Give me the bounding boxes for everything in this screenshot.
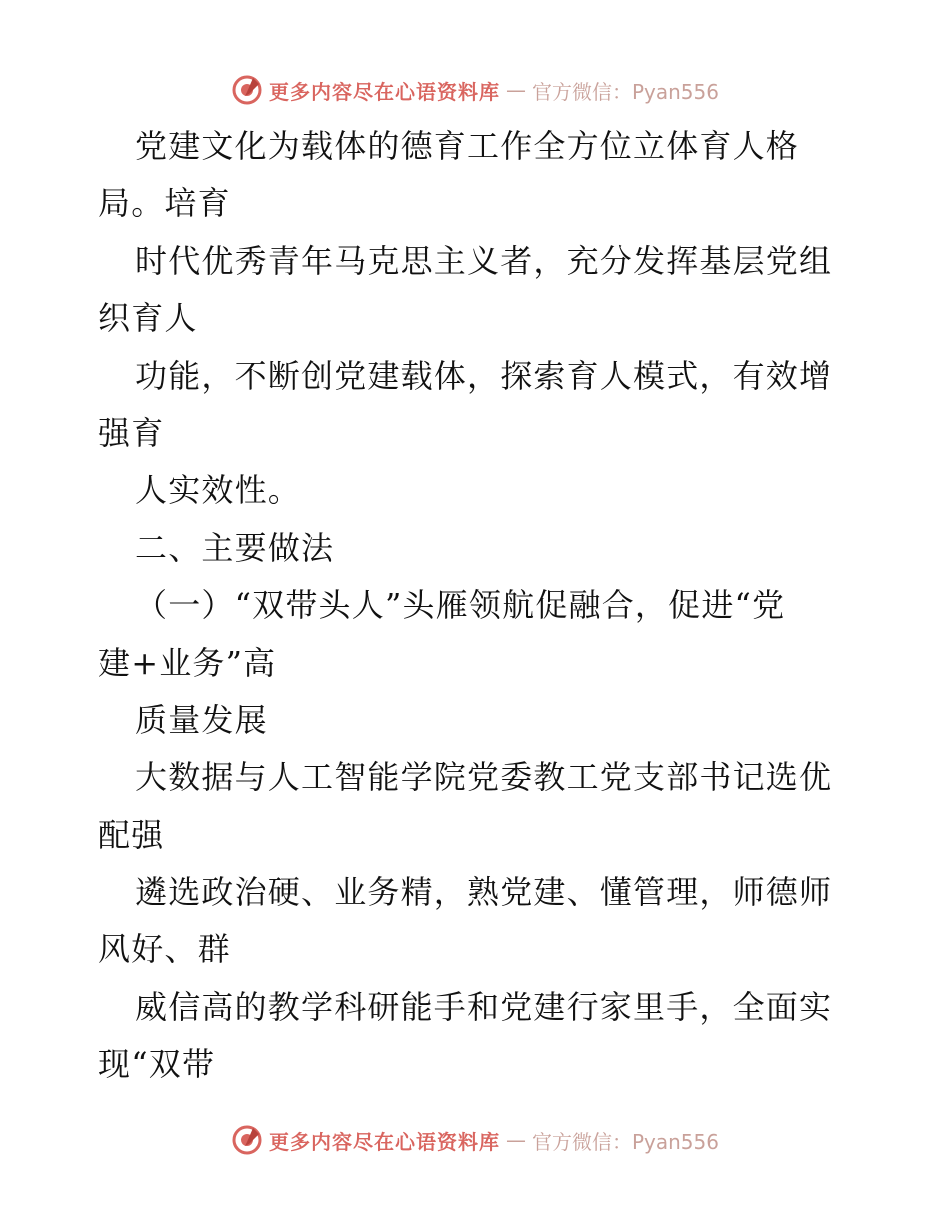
watermark-text: 更多内容尽在心语资料库 [268, 79, 500, 104]
watermark-separator: — [505, 78, 526, 102]
footer-watermark [0, 1120, 950, 1160]
watermark-wechat: 官方微信：Pyan556 [531, 79, 719, 104]
text-line: 配强 [98, 815, 165, 854]
text-line: 功能，不断创党建载体，探索育人模式，有效增 [135, 356, 833, 395]
text-line: 织育人 [98, 299, 198, 338]
text-line: 党建文化为载体的德育工作全方位立体育人格 [135, 127, 800, 165]
text-line: 时代优秀青年马克思主义者，充分发挥基层党组 [135, 241, 833, 280]
text-line: 局。培育 [98, 184, 231, 223]
logo-icon [231, 1124, 263, 1156]
text-line: 风好、群 [98, 930, 231, 969]
text-line: 质量发展 [135, 700, 268, 739]
text-line: 强育 [98, 413, 165, 452]
document-body [98, 118, 858, 1094]
watermark-text: 更多内容尽在心语资料库 [268, 1129, 500, 1154]
watermark-separator: — [505, 1128, 526, 1152]
header-watermark [0, 70, 950, 110]
logo-icon [231, 74, 263, 106]
text-line: 威信高的教学科研能手和党建行家里手，全面实 [135, 987, 833, 1026]
section-heading: 二、主要做法 [135, 528, 335, 567]
text-line: 建+业务”高 [98, 643, 277, 682]
text-line: 遴选政治硬、业务精，熟党建、懂管理，师德师 [135, 873, 833, 912]
text-line: 人实效性。 [135, 471, 302, 510]
subsection-heading: （一）“双带头人”头雁领航促融合，促进“党 [135, 586, 786, 625]
watermark-wechat: 官方微信：Pyan556 [531, 1129, 719, 1154]
text-line: 大数据与人工智能学院党委教工党支部书记选优 [135, 758, 833, 797]
text-line: 现“双带 [98, 1045, 216, 1084]
